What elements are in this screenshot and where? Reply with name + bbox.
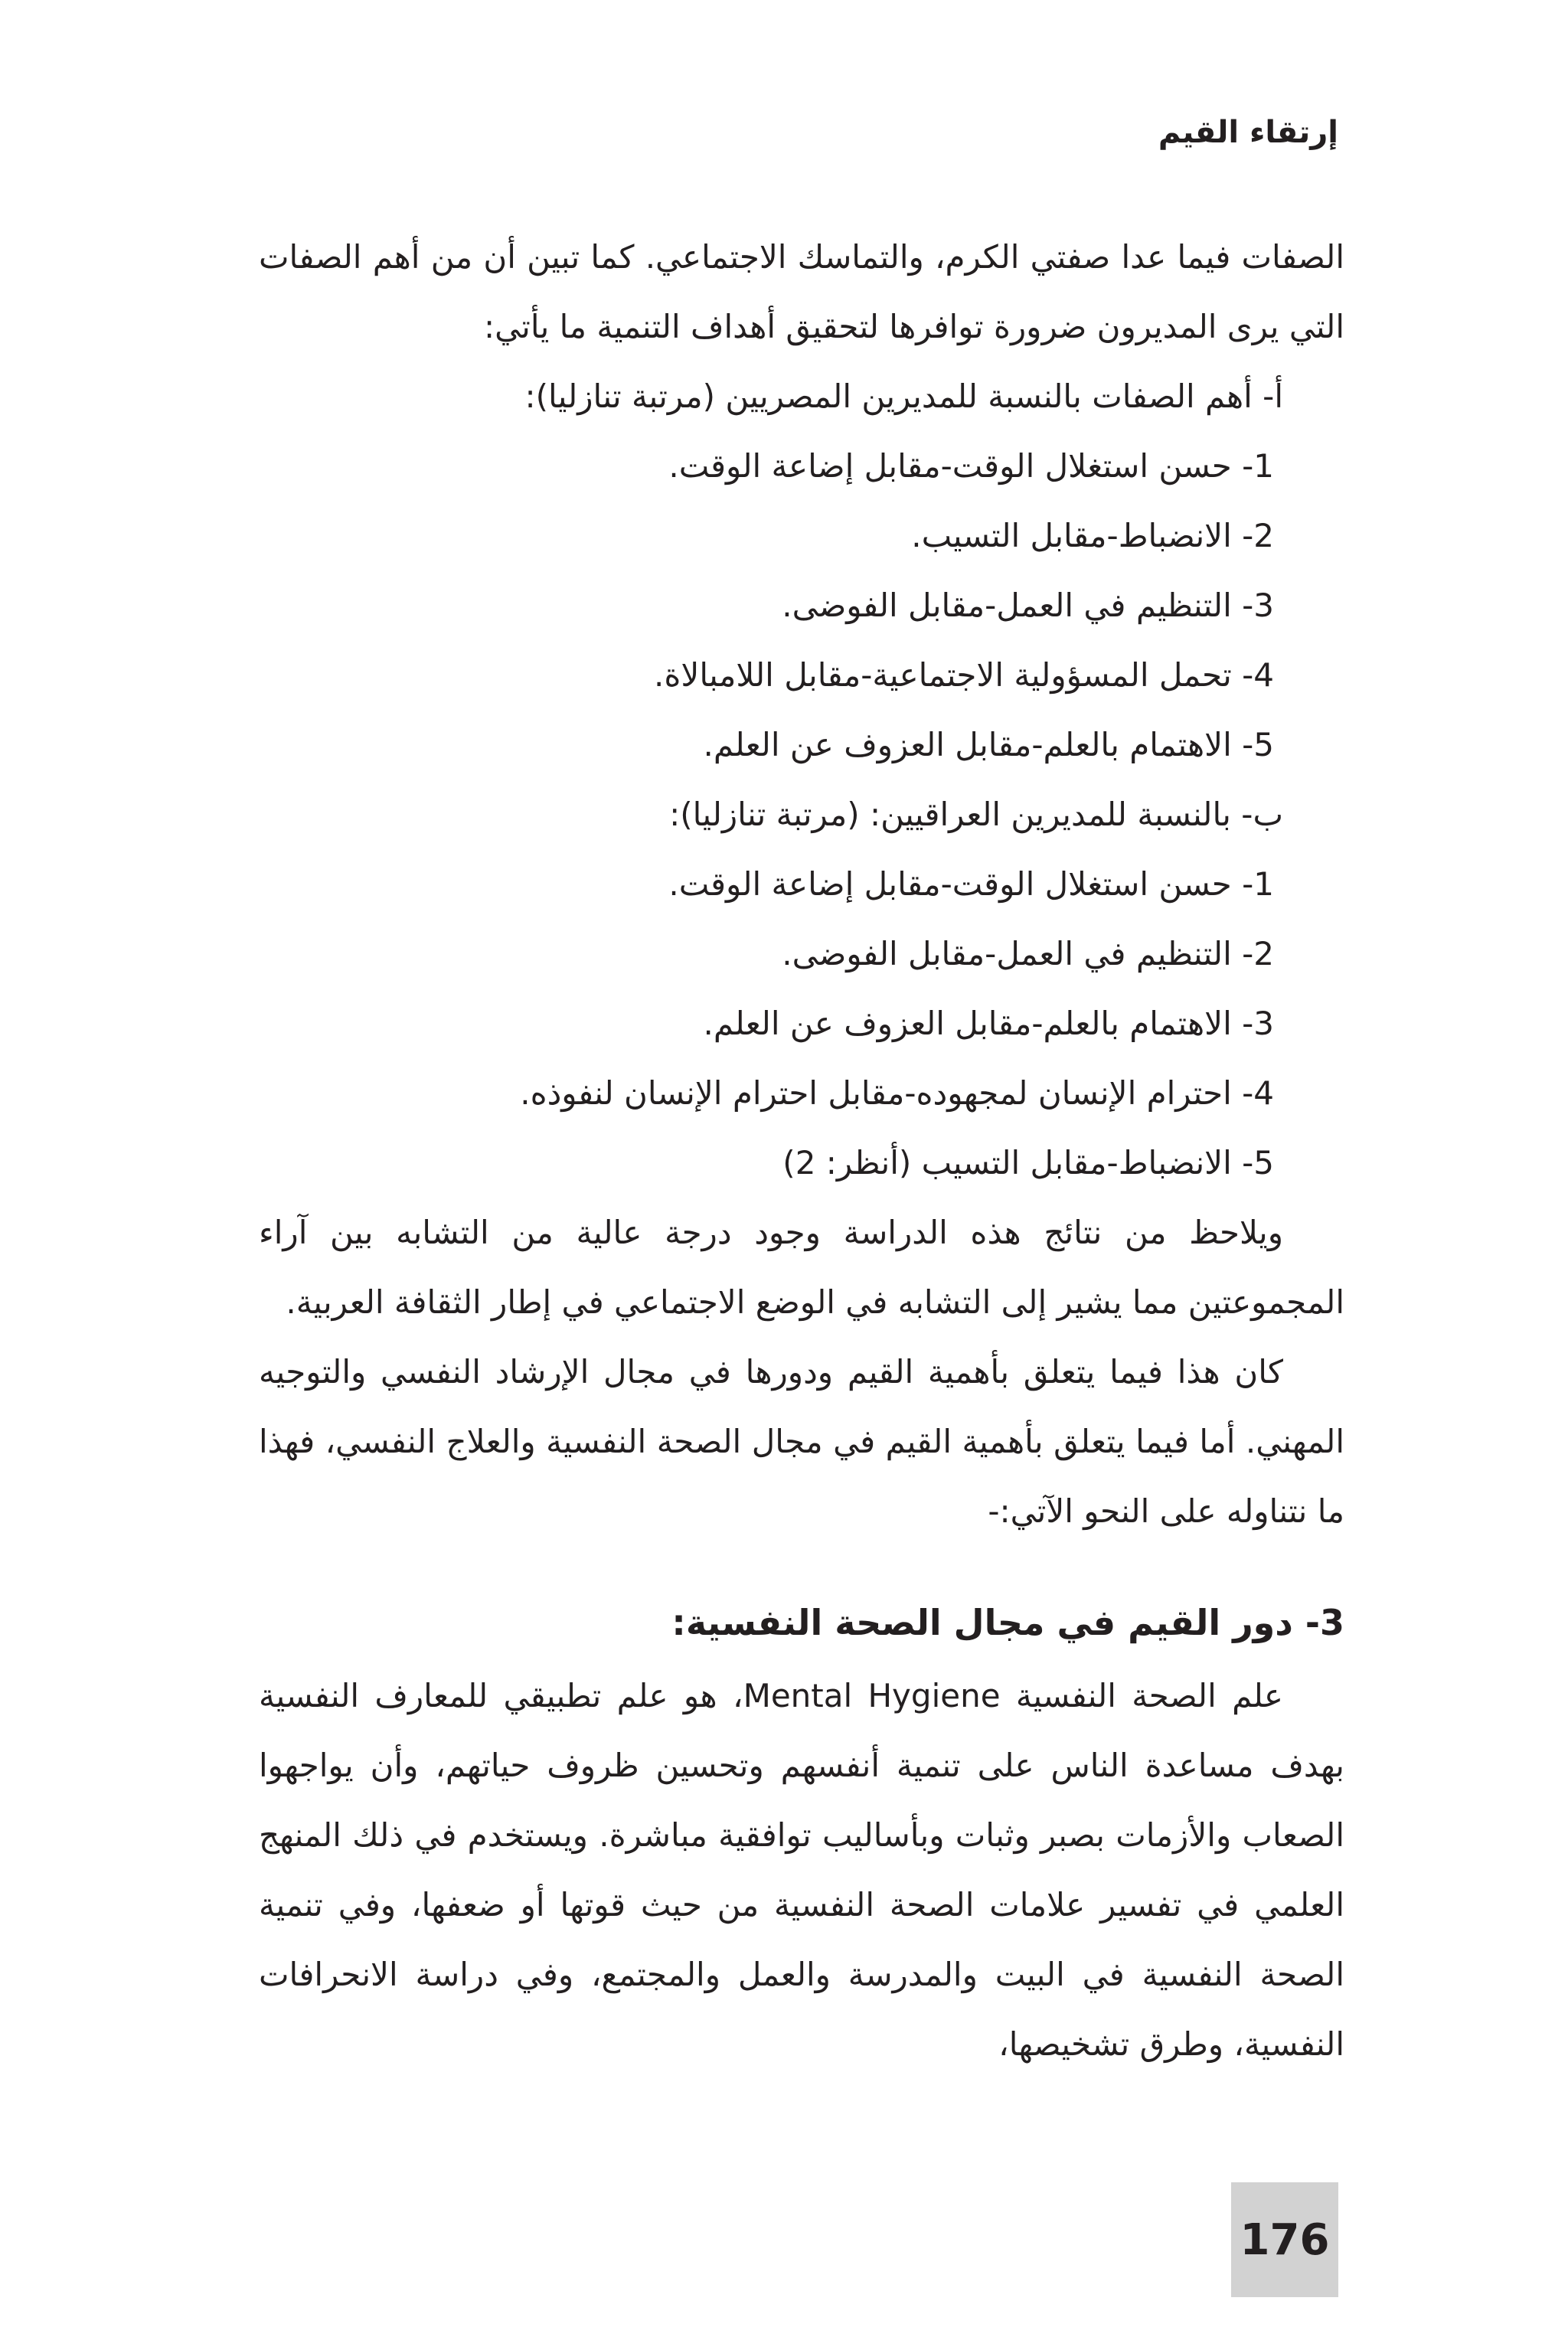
list-item: 5- الاهتمام بالعلم-مقابل العزوف عن العلم. <box>703 726 1274 763</box>
intro-paragraph: الصفات فيما عدا صفتي الكرم، والتماسك الاجتماعي. كما تبين أن من أهم الصفات التي يرى المديرون ضرورة توافرها لتحقيق أهداف التنمية ما يأتي: <box>259 238 1344 345</box>
section-paragraph: علم الصحة النفسية Mental Hygiene، هو علم تطبيقي للمعارف النفسية بهدف مساعدة الناس على تنمية أنفسهم وتحسين ظروف حياتهم، وأن يواجهوا الصعاب والأزمات بصبر وثبات وبأساليب توافقية مباشرة. ويستخدم في ذلك المنهج العلمي في تفسير علامات الصحة النفسية من حيث قوتها أو ضعفها، وفي تنمية الصحة النفسية في البيت والمدرسة والعمل والمجتمع، وفي دراسة الانحرافات النفسية، وطرق تشخيصها، <box>259 1677 1344 2063</box>
transition-paragraph: كان هذا فيما يتعلق بأهمية القيم ودورها في مجال الإرشاد النفسي والتوجيه المهني. أما فيما يتعلق بأهمية القيم في مجال الصحة النفسية والعلاج النفسي، فهذا ما نتناوله على النحو الآتي:- <box>259 1353 1344 1530</box>
list-item: 3- التنظيم في العمل-مقابل الفوضى. <box>782 587 1274 624</box>
list-heading: ب- بالنسبة للمديرين العراقيين: (مرتبة تنازليا): <box>669 796 1283 833</box>
list-iraqi-managers <box>259 780 1344 1198</box>
list-item: 1- حسن استغلال الوقت-مقابل إضاعة الوقت. <box>668 865 1274 903</box>
page-number: 176 <box>1240 2214 1330 2265</box>
list-item: 4- تحمل المسؤولية الاجتماعية-مقابل اللامبالاة. <box>654 656 1274 694</box>
list-heading: أ- أهم الصفات بالنسبة للمديرين المصريين (مرتبة تنازليا): <box>524 378 1283 415</box>
list-item: 5- الانضباط-مقابل التسيب (أنظر: 2) <box>782 1144 1274 1182</box>
list-item: 2- التنظيم في العمل-مقابل الفوضى. <box>782 935 1274 972</box>
page-body <box>259 222 1344 2079</box>
section-heading: 3- دور القيم في مجال الصحة النفسية: <box>671 1602 1344 1643</box>
list-item: 3- الاهتمام بالعلم-مقابل العزوف عن العلم. <box>703 1005 1274 1042</box>
list-item: 1- حسن استغلال الوقت-مقابل إضاعة الوقت. <box>668 447 1274 485</box>
list-item: 2- الانضباط-مقابل التسيب. <box>911 517 1274 554</box>
page-number-box <box>1231 2182 1338 2297</box>
running-header-title: إرتقاء القيم <box>1158 115 1338 150</box>
list-item: 4- احترام الإنسان لمجهوده-مقابل احترام الإنسان لنفوذه. <box>520 1074 1274 1112</box>
observation-paragraph: ويلاحظ من نتائج هذه الدراسة وجود درجة عالية من التشابه بين آراء المجموعتين مما يشير إلى التشابه في الوضع الاجتماعي في إطار الثقافة العربية. <box>259 1214 1344 1321</box>
list-egyptian-managers <box>259 361 1344 780</box>
